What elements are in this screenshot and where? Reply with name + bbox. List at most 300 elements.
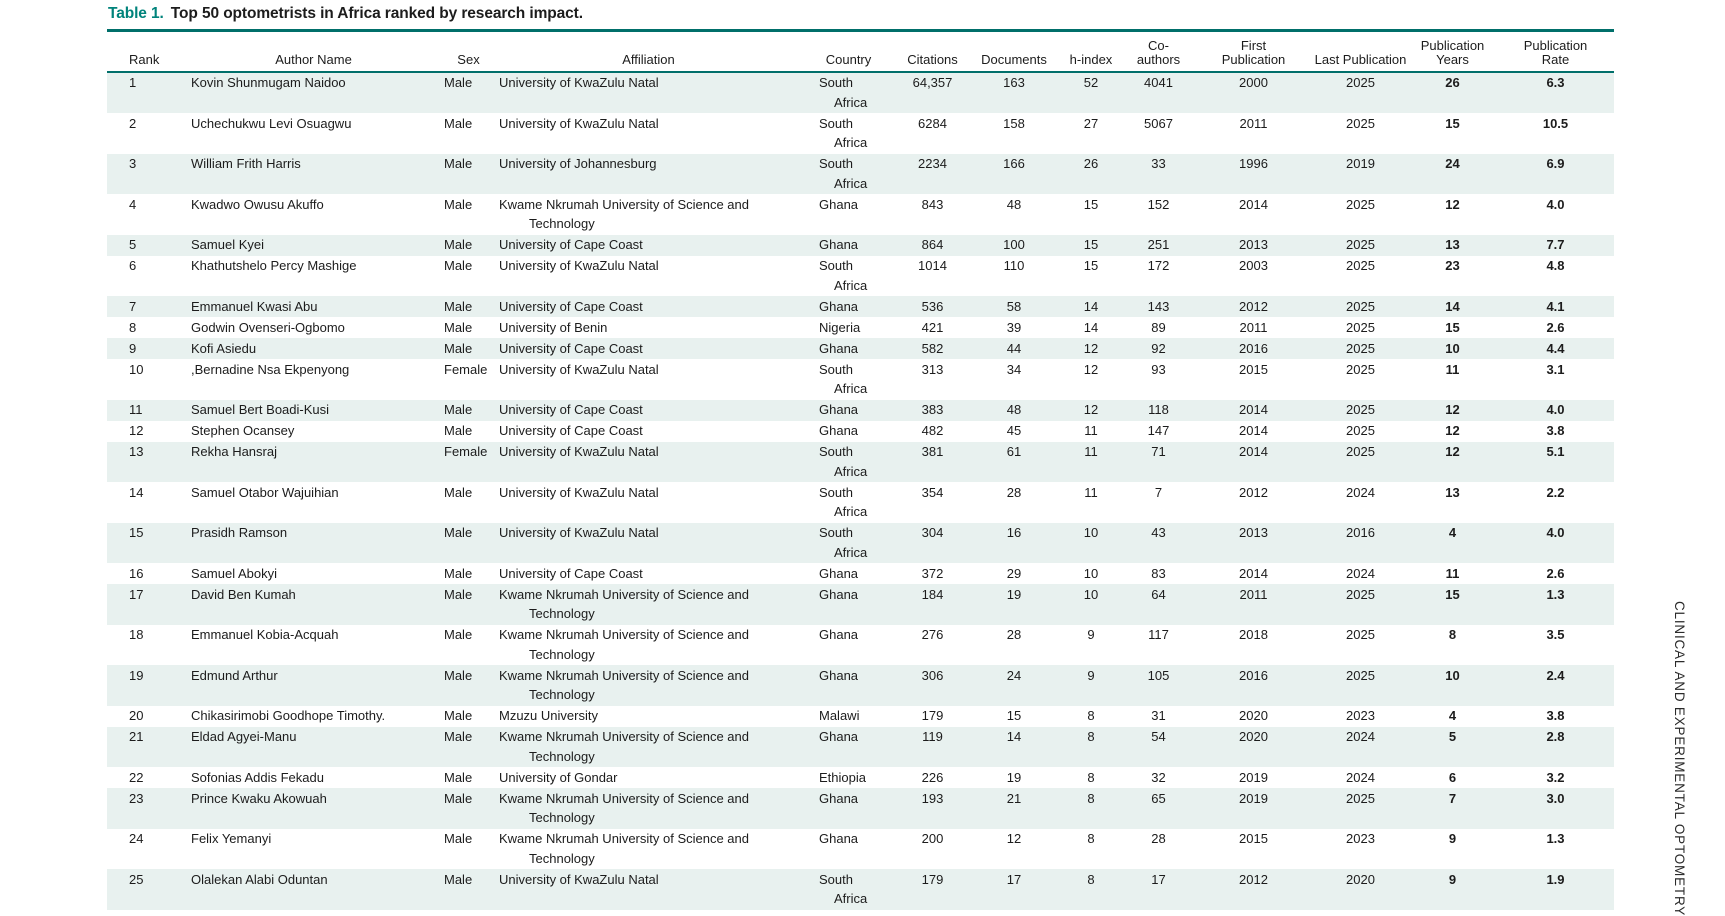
- cell-publication-rate: 4.0: [1546, 402, 1565, 418]
- cell-rank: 4: [129, 196, 137, 212]
- cell-publication-years: 13: [1445, 484, 1460, 500]
- cell-documents: 48: [1006, 196, 1022, 212]
- cell-country: Malawi: [819, 708, 860, 724]
- cell-citations: 843: [921, 196, 944, 212]
- cell-last-publication: 2025: [1346, 790, 1375, 806]
- cell-sex: Male: [444, 298, 473, 314]
- cell-publication-years: 14: [1445, 298, 1460, 314]
- cell-rank: 19: [129, 667, 144, 683]
- cell-publication-years: 15: [1445, 586, 1460, 602]
- cell-first-publication: 2018: [1239, 627, 1268, 643]
- cell-h-index: 12: [1083, 361, 1099, 377]
- cell-publication-years: 10: [1445, 340, 1460, 356]
- cell-first-publication: 2014: [1239, 565, 1268, 581]
- cell-last-publication: 2025: [1346, 340, 1375, 356]
- cell-publication-years: 11: [1445, 565, 1460, 581]
- col-header-citations: Citations: [896, 31, 969, 72]
- cell-publication-rate: 1.3: [1546, 586, 1565, 602]
- cell-h-index: 12: [1083, 402, 1099, 418]
- cell-first-publication: 2016: [1239, 667, 1268, 683]
- cell-first-publication: 2012: [1239, 298, 1268, 314]
- table-row: [107, 563, 1614, 584]
- cell-h-index: 11: [1084, 444, 1098, 460]
- cell-author-name: Prasidh Ramson: [191, 525, 288, 541]
- cell-publication-years: 15: [1445, 319, 1460, 335]
- cell-h-index: 8: [1087, 769, 1095, 785]
- cell-h-index: 8: [1087, 729, 1095, 745]
- cell-country: Ghana: [819, 586, 859, 602]
- cell-country: South Africa: [819, 75, 868, 110]
- cell-h-index: 8: [1087, 708, 1095, 724]
- cell-first-publication: 2015: [1239, 831, 1268, 847]
- cell-country: Ghana: [819, 790, 859, 806]
- cell-documents: 28: [1006, 484, 1022, 500]
- table-row: [107, 706, 1614, 727]
- cell-publication-rate: 2.8: [1546, 729, 1565, 745]
- table-row: [107, 625, 1614, 666]
- cell-publication-rate: 3.8: [1546, 708, 1565, 724]
- cell-h-index: 9: [1087, 667, 1095, 683]
- table-row: [107, 727, 1614, 768]
- cell-documents: 28: [1006, 627, 1022, 643]
- cell-publication-rate: 4.0: [1546, 196, 1565, 212]
- cell-rank: 11: [129, 402, 143, 418]
- cell-publication-rate: 7.7: [1546, 237, 1565, 253]
- cell-documents: 14: [1006, 729, 1022, 745]
- cell-citations: 200: [921, 831, 944, 847]
- cell-author-name: Samuel Bert Boadi-Kusi: [191, 402, 330, 418]
- cell-affiliation: Kwame Nkrumah University of Science and Technology: [499, 627, 749, 662]
- rankings-table-container: [107, 29, 1614, 910]
- cell-affiliation: University of KwaZulu Natal: [499, 258, 659, 274]
- cell-documents: 24: [1006, 667, 1022, 683]
- cell-publication-years: 6: [1448, 769, 1457, 785]
- cell-co-authors: 93: [1151, 361, 1166, 377]
- cell-h-index: 10: [1083, 565, 1099, 581]
- cell-affiliation: University of Cape Coast: [499, 298, 643, 314]
- cell-citations: 6284: [918, 115, 947, 131]
- cell-sex: Male: [444, 790, 473, 806]
- cell-publication-rate: 4.8: [1546, 258, 1565, 274]
- cell-documents: 21: [1006, 790, 1022, 806]
- table-row: [107, 72, 1614, 114]
- table-row: [107, 421, 1614, 442]
- cell-co-authors: 172: [1147, 258, 1170, 274]
- cell-affiliation: University of KwaZulu Natal: [499, 871, 659, 887]
- cell-sex: Male: [444, 423, 473, 439]
- col-header-last-publication: Last Publication: [1313, 31, 1408, 72]
- cell-affiliation: Kwame Nkrumah University of Science and Technology: [499, 586, 749, 622]
- cell-rank: 14: [129, 484, 144, 500]
- cell-country: South Africa: [819, 156, 868, 191]
- cell-h-index: 15: [1083, 237, 1099, 253]
- cell-first-publication: 2020: [1239, 729, 1268, 745]
- cell-publication-years: 15: [1445, 115, 1460, 131]
- cell-h-index: 8: [1087, 871, 1095, 887]
- table-row: [107, 482, 1614, 523]
- cell-publication-rate: 6.9: [1546, 156, 1565, 172]
- cell-rank: 20: [129, 708, 144, 724]
- cell-author-name: Uchechukwu Levi Osuagwu: [191, 115, 352, 131]
- cell-h-index: 8: [1087, 831, 1095, 847]
- cell-h-index: 10: [1083, 525, 1099, 541]
- cell-co-authors: 7: [1154, 484, 1163, 500]
- cell-last-publication: 2025: [1346, 196, 1375, 212]
- cell-publication-rate: 1.9: [1546, 871, 1565, 887]
- table-row: [107, 767, 1614, 788]
- cell-citations: 276: [921, 627, 944, 643]
- cell-country: Nigeria: [819, 319, 861, 335]
- cell-affiliation: Kwame Nkrumah University of Science and Technology: [499, 729, 749, 764]
- cell-co-authors: 33: [1151, 156, 1166, 172]
- cell-publication-years: 10: [1445, 667, 1460, 683]
- cell-sex: Male: [444, 156, 473, 172]
- cell-rank: 3: [129, 156, 137, 172]
- cell-citations: 372: [921, 565, 944, 581]
- cell-affiliation: University of Cape Coast: [499, 402, 643, 418]
- table-row: [107, 235, 1614, 256]
- cell-author-name: Khathutshelo Percy Mashige: [191, 258, 357, 274]
- col-header-rank: Rank: [107, 31, 186, 72]
- cell-documents: 15: [1006, 708, 1022, 724]
- cell-citations: 383: [921, 402, 944, 418]
- cell-sex: Male: [444, 484, 473, 500]
- cell-country: Ghana: [819, 196, 859, 212]
- col-header-h-index: h-index: [1059, 31, 1123, 72]
- cell-rank: 5: [129, 237, 137, 253]
- cell-documents: 19: [1006, 586, 1022, 602]
- cell-author-name: William Frith Harris: [191, 156, 301, 172]
- cell-rank: 15: [129, 525, 144, 541]
- cell-last-publication: 2025: [1346, 444, 1375, 460]
- cell-author-name: Kofi Asiedu: [191, 340, 257, 356]
- cell-citations: 2234: [918, 156, 947, 172]
- cell-co-authors: 65: [1151, 790, 1166, 806]
- cell-sex: Male: [444, 525, 473, 541]
- table-row: [107, 788, 1614, 829]
- cell-citations: 179: [921, 708, 944, 724]
- table-row: [107, 296, 1614, 317]
- cell-documents: 48: [1006, 402, 1022, 418]
- cell-sex: Male: [444, 115, 473, 131]
- cell-first-publication: 2019: [1239, 790, 1268, 806]
- cell-publication-years: 9: [1448, 871, 1457, 887]
- cell-citations: 64,357: [912, 75, 953, 91]
- cell-citations: 482: [921, 423, 944, 439]
- cell-citations: 304: [921, 525, 944, 541]
- cell-citations: 582: [921, 340, 944, 356]
- journal-sidebar-text: CLINICAL AND EXPERIMENTAL OPTOMETRY: [1672, 601, 1687, 916]
- table-row: [107, 359, 1614, 400]
- cell-last-publication: 2025: [1346, 423, 1375, 439]
- cell-h-index: 11: [1084, 423, 1098, 439]
- cell-last-publication: 2024: [1346, 484, 1375, 500]
- cell-documents: 17: [1006, 871, 1022, 887]
- col-header-publication-rate: Publication Rate: [1497, 31, 1614, 72]
- table-row: [107, 338, 1614, 359]
- table-row: [107, 113, 1614, 154]
- cell-rank: 2: [129, 115, 137, 131]
- cell-h-index: 8: [1087, 790, 1095, 806]
- table-row: [107, 665, 1614, 706]
- cell-first-publication: 1996: [1239, 156, 1268, 172]
- cell-last-publication: 2025: [1346, 298, 1375, 314]
- rankings-table: [107, 29, 1614, 910]
- cell-h-index: 26: [1083, 156, 1099, 172]
- cell-affiliation: University of KwaZulu Natal: [499, 484, 659, 500]
- cell-documents: 39: [1006, 319, 1022, 335]
- cell-publication-rate: 2.6: [1546, 565, 1565, 581]
- table-caption: [108, 5, 583, 23]
- cell-co-authors: 152: [1147, 196, 1170, 212]
- cell-h-index: 14: [1083, 319, 1099, 335]
- cell-affiliation: University of Cape Coast: [499, 340, 643, 356]
- cell-co-authors: 89: [1151, 319, 1166, 335]
- cell-affiliation: University of KwaZulu Natal: [499, 444, 659, 460]
- cell-rank: 12: [129, 423, 144, 439]
- table-caption-number: Table 1.: [108, 5, 164, 22]
- cell-publication-years: 12: [1445, 196, 1460, 212]
- cell-sex: Male: [444, 871, 473, 887]
- table-row: [107, 256, 1614, 297]
- cell-first-publication: 2000: [1239, 75, 1268, 91]
- cell-first-publication: 2011: [1239, 115, 1268, 131]
- cell-author-name: Olalekan Alabi Oduntan: [191, 871, 328, 887]
- cell-rank: 6: [129, 258, 137, 274]
- cell-publication-years: 12: [1445, 402, 1460, 418]
- cell-first-publication: 2003: [1239, 258, 1268, 274]
- cell-author-name: Prince Kwaku Akowuah: [191, 790, 327, 806]
- col-header-country: Country: [801, 31, 896, 72]
- cell-country: South Africa: [819, 115, 868, 151]
- cell-last-publication: 2025: [1346, 627, 1375, 643]
- cell-rank: 13: [129, 444, 144, 460]
- col-header-sex: Sex: [441, 31, 496, 72]
- cell-affiliation: University of Cape Coast: [499, 237, 643, 253]
- cell-citations: 184: [921, 586, 944, 602]
- cell-co-authors: 143: [1147, 298, 1170, 314]
- cell-publication-years: 24: [1445, 156, 1460, 172]
- cell-country: Ethiopia: [819, 769, 866, 785]
- cell-sex: Male: [444, 237, 473, 253]
- cell-publication-years: 9: [1448, 831, 1457, 847]
- col-header-author-name: Author Name: [186, 31, 441, 72]
- cell-co-authors: 92: [1151, 340, 1166, 356]
- cell-documents: 58: [1006, 298, 1022, 314]
- cell-publication-rate: 4.4: [1546, 340, 1565, 356]
- cell-first-publication: 2016: [1239, 340, 1268, 356]
- col-header-co-authors: Co-authors: [1123, 31, 1194, 72]
- cell-co-authors: 17: [1151, 871, 1166, 887]
- cell-documents: 61: [1006, 444, 1022, 460]
- cell-sex: Male: [444, 402, 473, 418]
- cell-country: South Africa: [819, 484, 868, 520]
- cell-publication-years: 12: [1445, 423, 1460, 439]
- cell-publication-years: 5: [1448, 729, 1457, 745]
- col-header-affiliation: Affiliation: [496, 31, 801, 72]
- cell-co-authors: 31: [1151, 708, 1166, 724]
- cell-first-publication: 2015: [1239, 361, 1268, 377]
- cell-author-name: Chikasirimobi Goodhope Timothy.: [191, 708, 386, 724]
- cell-rank: 25: [129, 871, 144, 887]
- cell-documents: 166: [1003, 156, 1025, 172]
- cell-author-name: ,Bernadine Nsa Ekpenyong: [191, 361, 350, 377]
- cell-last-publication: 2024: [1346, 769, 1375, 785]
- cell-affiliation: Kwame Nkrumah University of Science and Technology: [499, 831, 749, 866]
- cell-co-authors: 28: [1151, 831, 1166, 847]
- cell-author-name: Edmund Arthur: [191, 667, 278, 683]
- cell-publication-rate: 3.1: [1546, 361, 1565, 377]
- cell-h-index: 12: [1083, 340, 1099, 356]
- cell-sex: Male: [444, 196, 473, 212]
- cell-publication-years: 4: [1448, 708, 1457, 724]
- table-body: [107, 72, 1614, 910]
- table-row: [107, 317, 1614, 338]
- cell-author-name: Felix Yemanyi: [191, 831, 272, 847]
- cell-affiliation: University of Cape Coast: [499, 423, 643, 439]
- cell-co-authors: 147: [1147, 423, 1170, 439]
- cell-affiliation: University of Benin: [499, 319, 608, 335]
- cell-co-authors: 117: [1148, 627, 1169, 643]
- cell-first-publication: 2014: [1239, 423, 1268, 439]
- cell-rank: 21: [129, 729, 144, 745]
- table-caption-text: Top 50 optometrists in Africa ranked by research impact.: [170, 5, 583, 22]
- cell-author-name: Samuel Otabor Wajuihian: [191, 484, 339, 500]
- cell-sex: Male: [444, 667, 473, 683]
- cell-publication-years: 13: [1445, 237, 1460, 253]
- cell-co-authors: 251: [1147, 237, 1170, 253]
- cell-publication-rate: 2.4: [1546, 667, 1565, 683]
- cell-publication-rate: 3.8: [1546, 423, 1565, 439]
- table-row: [107, 584, 1614, 625]
- cell-affiliation: University of Gondar: [499, 769, 618, 785]
- cell-affiliation: University of KwaZulu Natal: [499, 525, 659, 541]
- cell-h-index: 15: [1083, 258, 1099, 274]
- cell-publication-rate: 3.5: [1546, 627, 1565, 643]
- table-header: [107, 31, 1614, 72]
- col-header-first-publication: First Publication: [1194, 31, 1313, 72]
- cell-sex: Male: [444, 627, 473, 643]
- cell-co-authors: 71: [1151, 444, 1166, 460]
- cell-co-authors: 54: [1151, 729, 1166, 745]
- cell-documents: 110: [1003, 258, 1025, 274]
- cell-h-index: 14: [1083, 298, 1099, 314]
- cell-rank: 7: [129, 298, 137, 314]
- cell-citations: 119: [922, 729, 943, 745]
- cell-documents: 45: [1006, 423, 1022, 439]
- cell-publication-rate: 2.2: [1546, 484, 1565, 500]
- cell-co-authors: 83: [1151, 565, 1166, 581]
- cell-co-authors: 43: [1151, 525, 1166, 541]
- cell-first-publication: 2013: [1239, 237, 1268, 253]
- cell-first-publication: 2012: [1239, 871, 1268, 887]
- cell-citations: 193: [921, 790, 944, 806]
- cell-first-publication: 2013: [1239, 525, 1268, 541]
- cell-last-publication: 2025: [1346, 586, 1375, 602]
- cell-first-publication: 2014: [1239, 444, 1268, 460]
- cell-publication-rate: 2.6: [1546, 319, 1565, 335]
- cell-documents: 16: [1006, 525, 1022, 541]
- cell-publication-rate: 5.1: [1546, 444, 1565, 460]
- cell-last-publication: 2024: [1346, 729, 1375, 745]
- cell-country: South Africa: [819, 871, 868, 907]
- cell-co-authors: 118: [1148, 402, 1169, 418]
- cell-publication-years: 8: [1448, 627, 1457, 643]
- cell-rank: 17: [129, 586, 144, 602]
- table-row: [107, 400, 1614, 421]
- table-row: [107, 829, 1614, 870]
- cell-publication-years: 11: [1445, 361, 1460, 377]
- cell-citations: 354: [921, 484, 944, 500]
- cell-country: Ghana: [819, 667, 859, 683]
- cell-first-publication: 2014: [1239, 196, 1268, 212]
- cell-citations: 536: [921, 298, 944, 314]
- cell-publication-rate: 10.5: [1542, 115, 1569, 131]
- cell-sex: Male: [444, 75, 473, 91]
- table-row: [107, 523, 1614, 564]
- cell-rank: 22: [129, 769, 144, 785]
- cell-citations: 179: [921, 871, 944, 887]
- cell-publication-rate: 4.0: [1546, 525, 1565, 541]
- cell-rank: 1: [129, 75, 137, 91]
- cell-publication-rate: 1.3: [1546, 831, 1565, 847]
- cell-co-authors: 4041: [1144, 75, 1173, 91]
- cell-documents: 29: [1006, 565, 1022, 581]
- cell-co-authors: 5067: [1144, 115, 1173, 131]
- cell-last-publication: 2019: [1346, 156, 1375, 172]
- cell-rank: 16: [129, 565, 144, 581]
- cell-documents: 19: [1006, 769, 1022, 785]
- cell-first-publication: 2012: [1239, 484, 1268, 500]
- cell-country: South Africa: [819, 525, 868, 560]
- cell-h-index: 27: [1083, 115, 1099, 131]
- cell-co-authors: 64: [1151, 586, 1166, 602]
- cell-author-name: Stephen Ocansey: [191, 423, 295, 439]
- cell-documents: 158: [1003, 115, 1025, 131]
- cell-author-name: Emmanuel Kwasi Abu: [191, 298, 318, 314]
- cell-last-publication: 2023: [1346, 708, 1375, 724]
- cell-citations: 313: [921, 361, 944, 377]
- cell-sex: Male: [444, 258, 473, 274]
- cell-publication-rate: 6.3: [1546, 75, 1565, 91]
- cell-first-publication: 2014: [1239, 402, 1268, 418]
- cell-rank: 18: [129, 627, 144, 643]
- cell-h-index: 52: [1083, 75, 1099, 91]
- table-row: [107, 869, 1614, 910]
- cell-first-publication: 2020: [1239, 708, 1268, 724]
- cell-last-publication: 2025: [1346, 237, 1375, 253]
- cell-country: South Africa: [819, 361, 868, 397]
- cell-author-name: Emmanuel Kobia-Acquah: [191, 627, 339, 643]
- cell-citations: 864: [921, 237, 944, 253]
- cell-publication-rate: 4.1: [1546, 298, 1565, 314]
- cell-country: Ghana: [819, 340, 859, 356]
- cell-h-index: 9: [1087, 627, 1095, 643]
- cell-sex: Male: [444, 340, 473, 356]
- cell-affiliation: University of KwaZulu Natal: [499, 361, 659, 377]
- col-header-publication-years: Publication Years: [1408, 31, 1497, 72]
- cell-publication-rate: 3.0: [1546, 790, 1565, 806]
- cell-author-name: Kwadwo Owusu Akuffo: [191, 196, 324, 212]
- cell-sex: Male: [444, 565, 473, 581]
- cell-affiliation: Mzuzu University: [499, 708, 598, 724]
- cell-last-publication: 2016: [1346, 525, 1375, 541]
- cell-publication-years: 12: [1445, 444, 1460, 460]
- cell-sex: Male: [444, 769, 473, 785]
- cell-documents: 163: [1003, 75, 1025, 91]
- cell-rank: 9: [129, 340, 137, 356]
- cell-last-publication: 2025: [1346, 258, 1375, 274]
